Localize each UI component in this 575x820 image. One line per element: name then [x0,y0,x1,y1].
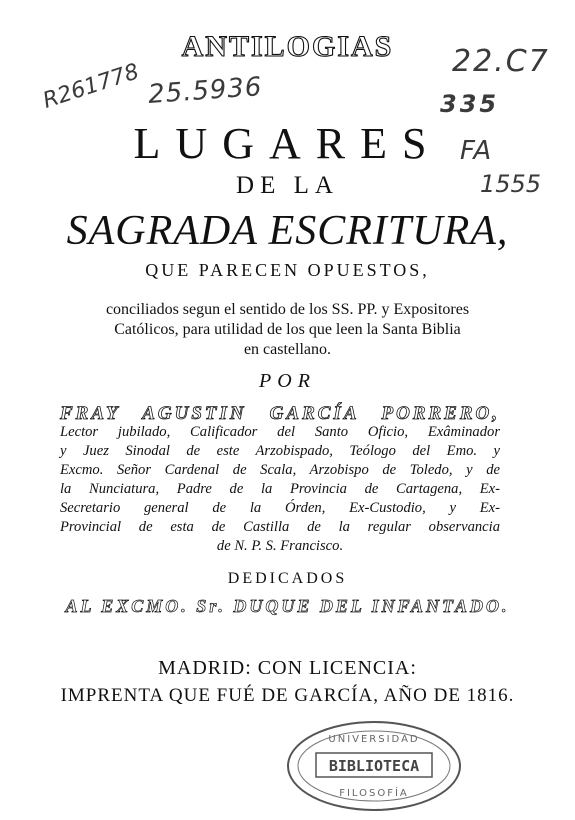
author-line-2: y Juez Sinodal de este Arzobispado, Teólogo del Emo. y [60,443,500,459]
author-line-5: Secretario general de la Órden, Ex-Custodio, y Ex- [60,500,500,516]
title-description [0,300,575,360]
handwritten-shelfmark-1: 22.C7 [452,44,550,79]
title-de-la: DE LA [236,172,339,199]
handwritten-shelfmark-3: FA [460,136,492,166]
description-line-3: en castellano. [243,341,332,358]
stamp-top-text: UNIVERSIDAD [328,734,420,745]
title-antilogias: ANTILOGIAS [181,30,394,63]
title-lugares: LUGARES [133,119,442,168]
title-que-parecen: QUE PARECEN OPUESTOS, [145,260,430,280]
stamp-bottom-text: FILOSOFÍA [339,788,409,799]
dedication-label: DEDICADOS [227,570,348,587]
description-line-2: Católicos, para utilidad de los que leen la Santa Biblia [114,321,461,338]
stamp-graphic [286,720,462,812]
author-line-4: la Nunciatura, Padre de la Provincia de Cartagena, Ex- [60,481,500,497]
description-line-1: conciliados segun el sentido de los SS. PP. y Expositores [105,301,470,318]
author-name: FRAY AGUSTIN GARCÍA PORRERO, [60,403,500,424]
stamp-center-text: BIBLIOTECA [328,757,420,775]
author-line-6: Provincial de esta de Castilla de la regular observancia [60,519,500,535]
imprint-place: MADRID: CON LICENCIA: [158,657,417,679]
handwritten-call-number-left: R261778 [40,59,143,114]
handwritten-shelfmark-2: 335 [440,90,500,118]
dedication-recipient: AL EXCMO. Sr. DUQUE DEL INFANTADO. [65,596,510,616]
handwritten-number: 25.5936 [147,72,264,110]
author-line-1: Lector jubilado, Calificador del Santo Oficio, Exâminador [60,424,500,440]
author-line-3: Excmo. Señor Cardenal de Scala, Arzobispo de Toledo, y de [60,462,500,478]
author-block [60,404,500,556]
handwritten-shelfmark-4: 1555 [480,170,542,198]
por-label: POR [259,370,316,392]
library-stamp [286,720,462,812]
imprint-printer: IMPRENTA QUE FUÉ DE GARCÍA, AÑO DE 1816. [60,685,515,706]
author-line-7: de N. P. S. Francisco. [216,538,344,554]
title-sagrada-escritura: SAGRADA ESCRITURA, [66,208,509,254]
